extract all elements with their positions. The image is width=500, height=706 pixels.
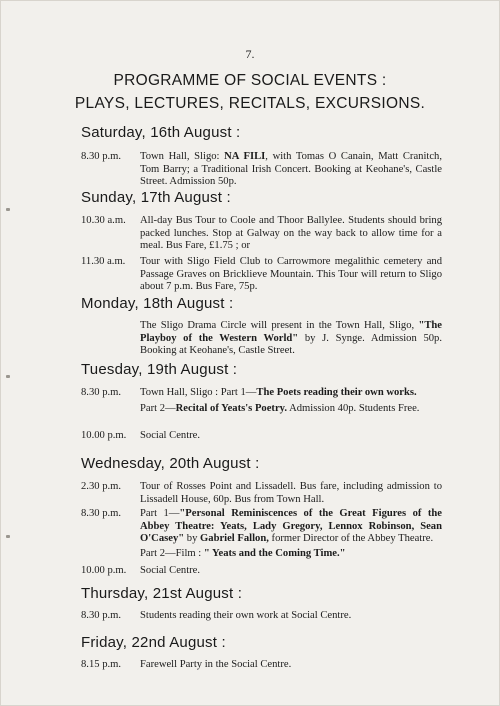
text: Part 2—	[140, 403, 176, 414]
bold-text: NA FILI	[224, 151, 266, 162]
event-description-part-2	[140, 403, 442, 416]
bold-text: Recital of Yeats's Poetry.	[175, 403, 288, 414]
bold-text: "The Playboy of the Western World"	[140, 320, 442, 344]
bold-text: " Yeats and the Coming Time."	[203, 548, 346, 559]
event-description	[140, 320, 442, 358]
event-description	[140, 430, 442, 443]
page-title-line-2: PLAYS, LECTURES, RECITALS, EXCURSIONS.	[74, 95, 426, 112]
text: , with Tomas O Canain, Matt Cranitch, Tom Barry; a Traditional Irish Concert. Booking at Keohane's, Castle Street. Admission 50p.	[140, 151, 442, 188]
text: All-day Bus Tour to Coole and Thoor Ballylee. Students should bring packed lunches. Stop at Galway on the way back to allow time for a meal. Bus Fare, £1.75 ; or	[140, 215, 442, 252]
text: Town Hall, Sligo : Part 1—	[140, 387, 257, 398]
event-description	[140, 565, 442, 578]
text: Farewell Party in the Social Centre.	[140, 659, 292, 670]
page-title-line-1: PROGRAMME OF SOCIAL EVENTS :	[113, 72, 387, 89]
text: former Director of the Abbey Theatre.	[268, 533, 434, 545]
text: Social Centre.	[140, 430, 201, 441]
event-time: 8.30 p.m.	[81, 151, 122, 162]
event-time: 10.30 a.m.	[81, 215, 126, 226]
bold-text: Gabriel Fallon,	[200, 533, 269, 545]
event-description	[140, 481, 442, 506]
text: by J. Synge. Admission 50p. Booking at Keohane's, Castle Street.	[140, 332, 442, 357]
event-description	[140, 610, 442, 623]
text: Social Centre.	[140, 565, 201, 576]
event-description	[140, 256, 442, 294]
event-description	[140, 387, 442, 400]
event-description	[140, 215, 442, 253]
day-heading-monday: Monday, 18th August :	[81, 295, 234, 312]
event-description-part-2	[140, 548, 442, 561]
event-description	[140, 151, 442, 189]
text: Students reading their own work at Social Centre.	[140, 610, 352, 621]
text: Town Hall, Sligo:	[140, 151, 225, 162]
text: Part 2—Film :	[140, 548, 204, 559]
text: Admission 40p. Students Free.	[287, 403, 420, 414]
event-time: 8.30 p.m.	[81, 508, 122, 519]
margin-mark	[6, 535, 10, 538]
text: Tour of Rosses Point and Lissadell. Bus fare, including admission to Lissadell House, 60p. Bus from Town Hall.	[140, 481, 442, 505]
text: Tour with Sligo Field Club to Carrowmore megalithic cemetery and Passage Graves on Bricklieve Mountain. This Tour will return to Sligo about 7 p.m. Bus Fare, 75p.	[140, 256, 442, 293]
page-number: 7.	[245, 47, 255, 61]
event-time: 10.00 p.m.	[81, 430, 127, 441]
event-time: 2.30 p.m.	[81, 481, 122, 492]
bold-text: "Personal Reminiscences of the Great Figures of the Abbey Theatre: Yeats, Lady Gregory, Lennox Robinson, Sean O'Casey"	[140, 508, 442, 545]
event-time: 11.30 a.m.	[81, 256, 126, 267]
margin-mark	[6, 208, 10, 211]
day-heading-friday: Friday, 22nd August :	[81, 634, 226, 651]
day-heading-sunday: Sunday, 17th August :	[81, 189, 231, 206]
text: by	[184, 533, 201, 545]
day-heading-thursday: Thursday, 21st August :	[81, 585, 243, 602]
bold-text: The Poets reading their own works.	[256, 387, 417, 398]
text: The Sligo Drama Circle will present in the Town Hall, Sligo,	[140, 320, 419, 331]
event-description	[140, 508, 442, 546]
event-time: 10.00 p.m.	[81, 565, 127, 576]
margin-mark	[6, 375, 10, 378]
day-heading-tuesday: Tuesday, 19th August :	[81, 361, 238, 378]
day-heading-saturday: Saturday, 16th August :	[81, 124, 241, 141]
text: Part 1—	[140, 508, 180, 519]
event-time: 8.30 p.m.	[81, 387, 122, 398]
event-time: 8.30 p.m.	[81, 610, 122, 621]
event-time: 8.15 p.m.	[81, 659, 122, 670]
event-description	[140, 659, 442, 672]
day-heading-wednesday: Wednesday, 20th August :	[81, 455, 260, 472]
